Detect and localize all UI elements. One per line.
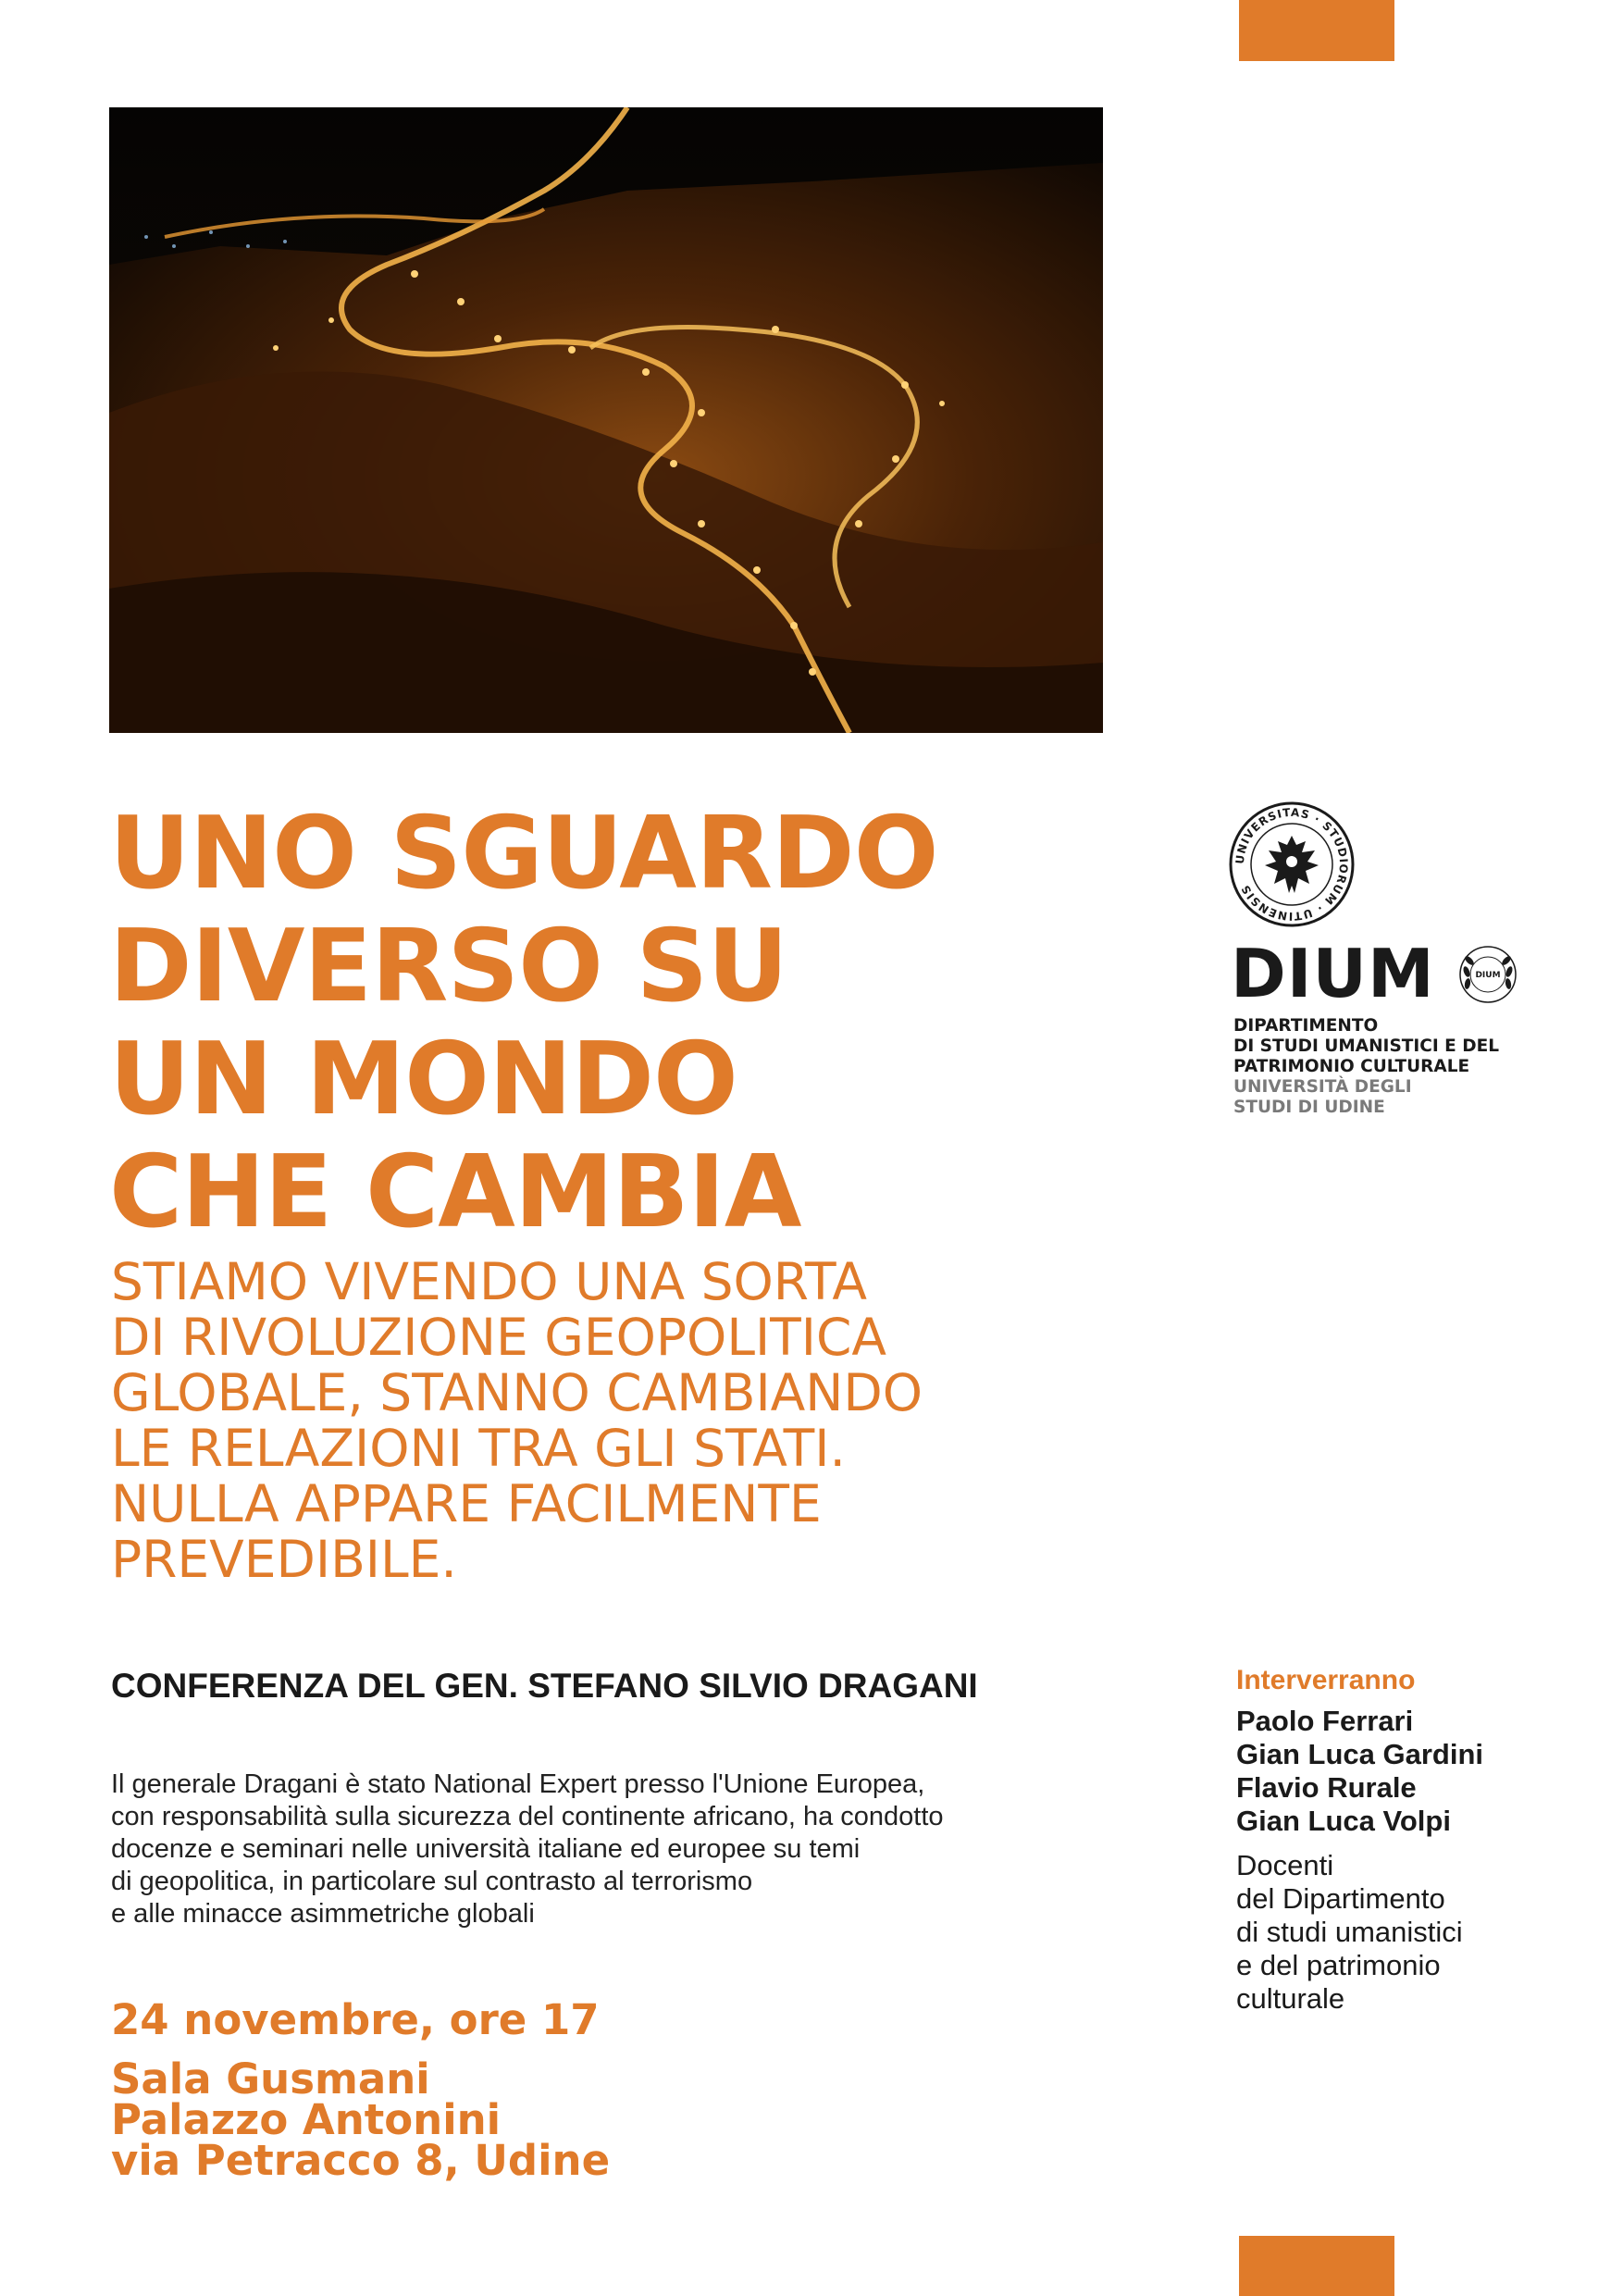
subhead-line: NULLA APPARE FACILMENTE	[111, 1474, 822, 1533]
speakers-role	[1236, 1849, 1588, 2016]
dium-logo-text: DIUM	[1231, 935, 1435, 1012]
role-line: del Dipartimento	[1236, 1882, 1445, 1915]
department-line: PATRIMONIO CULTURALE	[1233, 1057, 1470, 1076]
headline-line: CHE CAMBIA	[109, 1135, 801, 1250]
headline-line: UN MONDO	[109, 1022, 737, 1137]
venue-line: Palazzo Antonini	[111, 2095, 502, 2144]
speakers-label: Interverranno	[1236, 1665, 1416, 1695]
bio-line: Il generale Dragani è stato National Expert presso l'Unione Europea,	[111, 1769, 925, 1799]
bio-line: docenze e seminari nelle università italiane ed europee su temi	[111, 1834, 861, 1864]
university-line: STUDI DI UDINE	[1233, 1098, 1385, 1117]
svg-text:DIUM: DIUM	[1475, 971, 1501, 980]
subhead-line: PREVEDIBILE.	[111, 1530, 457, 1589]
event-venue	[111, 2054, 851, 2185]
role-line: e del patrimonio	[1236, 1949, 1441, 1981]
subhead-line: DI RIVOLUZIONE GEOPOLITICA	[111, 1308, 887, 1367]
subhead-line: LE RELAZIONI TRA GLI STATI.	[111, 1419, 846, 1478]
headline	[109, 798, 1109, 1249]
department-name	[1233, 1016, 1530, 1077]
role-line: di studi umanistici	[1236, 1916, 1463, 1948]
subhead-line: STIAMO VIVENDO UNA SORTA	[111, 1252, 867, 1311]
university-seal-icon	[1228, 800, 1356, 928]
speaker-name: Gian Luca Gardini	[1236, 1738, 1483, 1770]
speaker-name: Flavio Rurale	[1236, 1771, 1417, 1804]
speaker-bio	[111, 1769, 1129, 1930]
bio-line: e alle minacce asimmetriche globali	[111, 1899, 535, 1929]
university-line: UNIVERSITÀ DEGLI	[1233, 1077, 1412, 1097]
department-line: DIPARTIMENTO	[1233, 1016, 1379, 1036]
department-line: DI STUDI UMANISTICI E DEL	[1233, 1036, 1500, 1056]
bio-line: con responsabilità sulla sicurezza del continente africano, ha condotto	[111, 1802, 944, 1831]
night-mountain-road-photo	[109, 107, 1103, 733]
event-date: 24 novembre, ore 17	[111, 1995, 600, 2044]
role-line: Docenti	[1236, 1849, 1334, 1881]
venue-line: Sala Gusmani	[111, 2054, 430, 2104]
headline-line: UNO SGUARDO	[109, 796, 938, 912]
speaker-name: Paolo Ferrari	[1236, 1705, 1414, 1737]
role-line: culturale	[1236, 1982, 1345, 2015]
svg-text:UNIVERSITAS · STUDIORUM · UTIN: UNIVERSITAS · STUDIORUM · UTINENSIS	[1233, 805, 1351, 924]
conference-title: CONFERENZA DEL GEN. STEFANO SILVIO DRAGANI	[111, 1667, 978, 1705]
subheadline	[111, 1254, 1147, 1587]
accent-bar-top	[1239, 0, 1394, 61]
subhead-line: GLOBALE, STANNO CAMBIANDO	[111, 1363, 923, 1422]
bio-line: di geopolitica, in particolare sul contrasto al terrorismo	[111, 1867, 753, 1896]
laurel-excellence-badge-icon	[1457, 944, 1518, 1005]
university-name	[1233, 1077, 1530, 1118]
headline-line: DIVERSO SU	[109, 909, 788, 1024]
venue-line: via Petracco 8, Udine	[111, 2136, 611, 2185]
accent-bar-bottom	[1239, 2236, 1394, 2296]
speaker-name: Gian Luca Volpi	[1236, 1805, 1451, 1837]
speakers-list	[1236, 1705, 1588, 1838]
